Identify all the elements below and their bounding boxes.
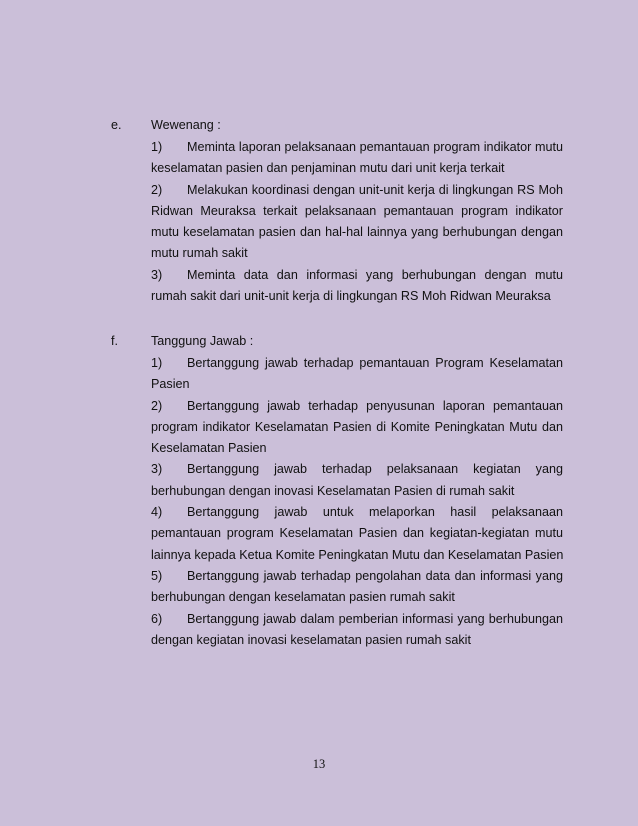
item-line: Bertanggung jawab terhadap pengolahan data dan informasi yang: [187, 568, 563, 583]
item-number: 5): [151, 568, 163, 583]
section-title: Wewenang :: [151, 118, 221, 132]
item-number: 3): [151, 267, 163, 282]
item-line: Bertanggung jawab terhadap pelaksanaan kegiatan yang: [187, 462, 563, 477]
item-line: rumah sakit dari unit-unit kerja di lingkungan RS Moh Ridwan Meuraksa: [151, 289, 551, 304]
item-number: 2): [151, 182, 163, 197]
item-line: Bertanggung jawab terhadap pemantauan Program Keselamatan: [187, 356, 563, 370]
item-line: Meminta data dan informasi yang berhubungan dengan mutu: [187, 267, 563, 282]
item-number: 1): [151, 356, 163, 370]
item-number: 3): [151, 462, 163, 477]
item-line: mutu rumah sakit: [151, 246, 248, 261]
item-line: Pasien: [151, 377, 190, 392]
item-line: pemantauan program Keselamatan Pasien dan kegiatan-kegiatan mutu: [151, 526, 563, 541]
item-line: lainnya kepada Ketua Komite Peningkatan Mutu dan Keselamatan Pasien: [151, 547, 564, 562]
item-number: 4): [151, 505, 163, 520]
item-line: dengan kegiatan inovasi keselamatan pasien rumah sakit: [151, 632, 471, 647]
list-item: [151, 180, 563, 265]
item-list: [151, 137, 563, 307]
list-item: [151, 459, 563, 502]
list-item: [151, 609, 563, 652]
item-line: berhubungan dengan keselamatan pasien rumah sakit: [151, 590, 455, 605]
list-item: [151, 396, 563, 460]
list-item: [151, 502, 563, 566]
item-line: mutu keselamatan pasien dan hal-hal lainnya yang berhubungan dengan: [151, 225, 563, 240]
item-line: Bertanggung jawab untuk melaporkan hasil pelaksanaan: [187, 505, 563, 520]
page-number: 13: [312, 757, 326, 771]
item-line: Bertanggung jawab terhadap penyusunan laporan pemantauan: [187, 398, 563, 413]
list-item: [151, 353, 563, 396]
item-number: 1): [151, 140, 163, 154]
item-line: Keselamatan Pasien: [151, 441, 267, 456]
item-line: Meminta laporan pelaksanaan pemantauan program indikator mutu: [187, 140, 563, 154]
section-title: Tanggung Jawab :: [151, 334, 254, 348]
item-line: berhubungan dengan inovasi Keselamatan Pasien di rumah sakit: [151, 483, 515, 498]
item-line: program indikator Keselamatan Pasien di Komite Peningkatan Mutu dan: [151, 419, 563, 434]
section-heading: [0, 331, 638, 353]
item-list: [151, 353, 563, 651]
section-letter: f.: [111, 334, 118, 348]
list-item: [151, 137, 563, 180]
section-heading: [0, 115, 638, 137]
item-line: keselamatan pasien dan penjaminan mutu dari unit kerja terkait: [151, 161, 505, 176]
section-letter: e.: [111, 118, 122, 132]
item-number: 6): [151, 611, 163, 626]
list-item: [151, 566, 563, 609]
item-line: Bertanggung jawab dalam pemberian informasi yang berhubungan: [187, 611, 563, 626]
item-line: Melakukan koordinasi dengan unit-unit kerja di lingkungan RS Moh: [187, 182, 563, 197]
list-item: [151, 265, 563, 308]
item-number: 2): [151, 398, 163, 413]
item-line: Ridwan Meuraksa terkait pelaksanaan pemantauan program indikator: [151, 203, 563, 218]
